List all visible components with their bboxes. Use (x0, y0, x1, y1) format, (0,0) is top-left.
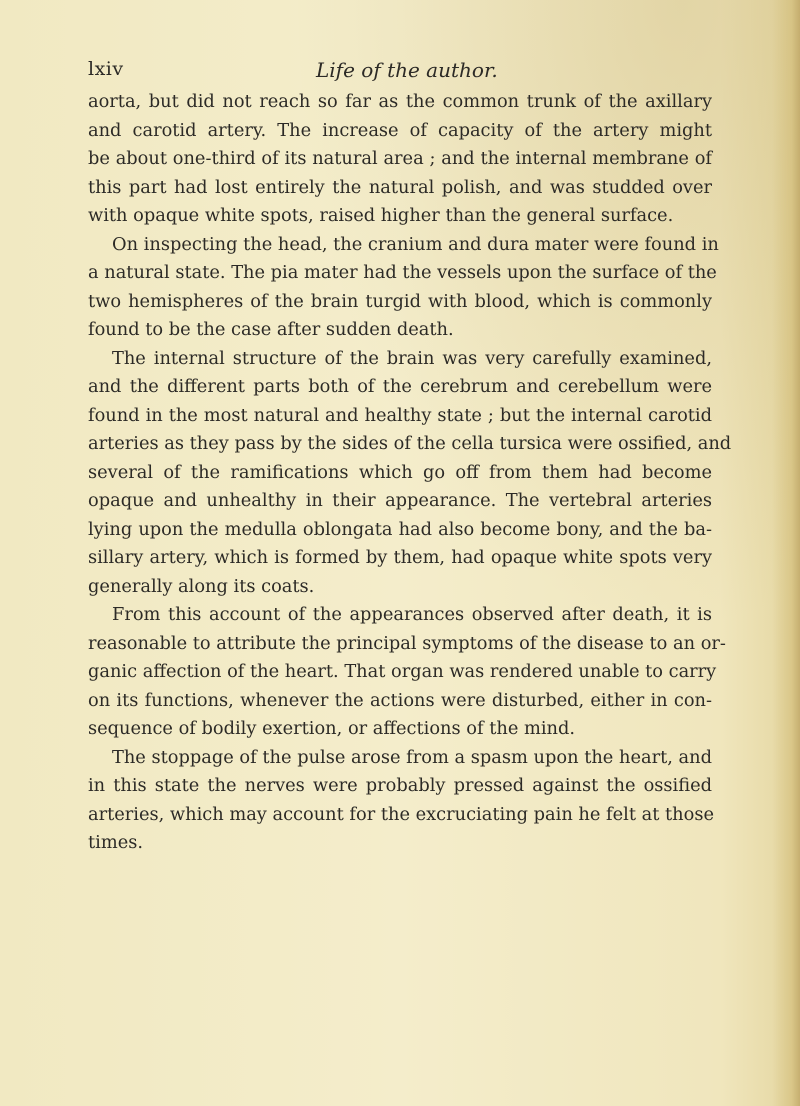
text-line: ganic affection of the heart. That organ was rendered unable to carry (88, 661, 717, 682)
text-line: with opaque white spots, raised higher than the general surface. (88, 205, 674, 226)
text-line: From this account of the appearances observed after death, it is (112, 604, 712, 625)
text-line: found in the most natural and healthy state ; but the internal carotid (88, 404, 712, 426)
text-line: on its functions, whenever the actions were disturbed, either in con- (88, 689, 712, 711)
text-line: several of the ramifications which go off from them had become (88, 461, 712, 483)
text-line: sequence of bodily exertion, or affections of the mind. (88, 718, 576, 739)
text-line: arteries, which may account for the excruciating pain he felt at those (88, 803, 714, 825)
text-line: opaque and unhealthy in their appearance. The vertebral arteries (88, 490, 712, 511)
text-line: sillary artery, which is formed by them, had opaque white spots very (88, 547, 712, 568)
text-line: be about one-third of its natural area ; and the internal membrane of (88, 148, 712, 169)
text-line: aorta, but did not reach so far as the common trunk of the axillary (88, 91, 712, 112)
page-header (88, 58, 718, 88)
text-line: arteries as they pass by the sides of the cella tursica were ossified, and (88, 433, 732, 454)
body-text (88, 88, 732, 858)
running-title: Life of the author. (316, 58, 498, 82)
text-line: On inspecting the head, the cranium and dura mater were found in (112, 233, 719, 255)
text-line: The internal structure of the brain was very carefully examined, (112, 347, 712, 369)
text-line: generally along its coats. (88, 575, 315, 597)
text-line: times. (88, 832, 143, 853)
text-line: lying upon the medulla oblongata had also become bony, and the ba- (88, 518, 712, 540)
text-line: found to be the case after sudden death. (88, 319, 454, 340)
text-line: two hemispheres of the brain turgid with blood, which is commonly (88, 290, 712, 312)
text-line: reasonable to attribute the principal symptoms of the disease to an or- (88, 632, 726, 654)
text-line: and the different parts both of the cerebrum and cerebellum were (88, 376, 712, 397)
text-line: a natural state. The pia mater had the vessels upon the surface of the (88, 262, 717, 283)
page-number: lxiv (88, 58, 124, 80)
text-line: in this state the nerves were probably pressed against the ossified (88, 775, 712, 796)
page-edge-shadow (772, 0, 800, 1106)
text-line: and carotid artery. The increase of capacity of the artery might (88, 119, 712, 141)
text-line: The stoppage of the pulse arose from a spasm upon the heart, and (112, 746, 712, 768)
text-line: this part had lost entirely the natural polish, and was studded over (88, 176, 712, 198)
